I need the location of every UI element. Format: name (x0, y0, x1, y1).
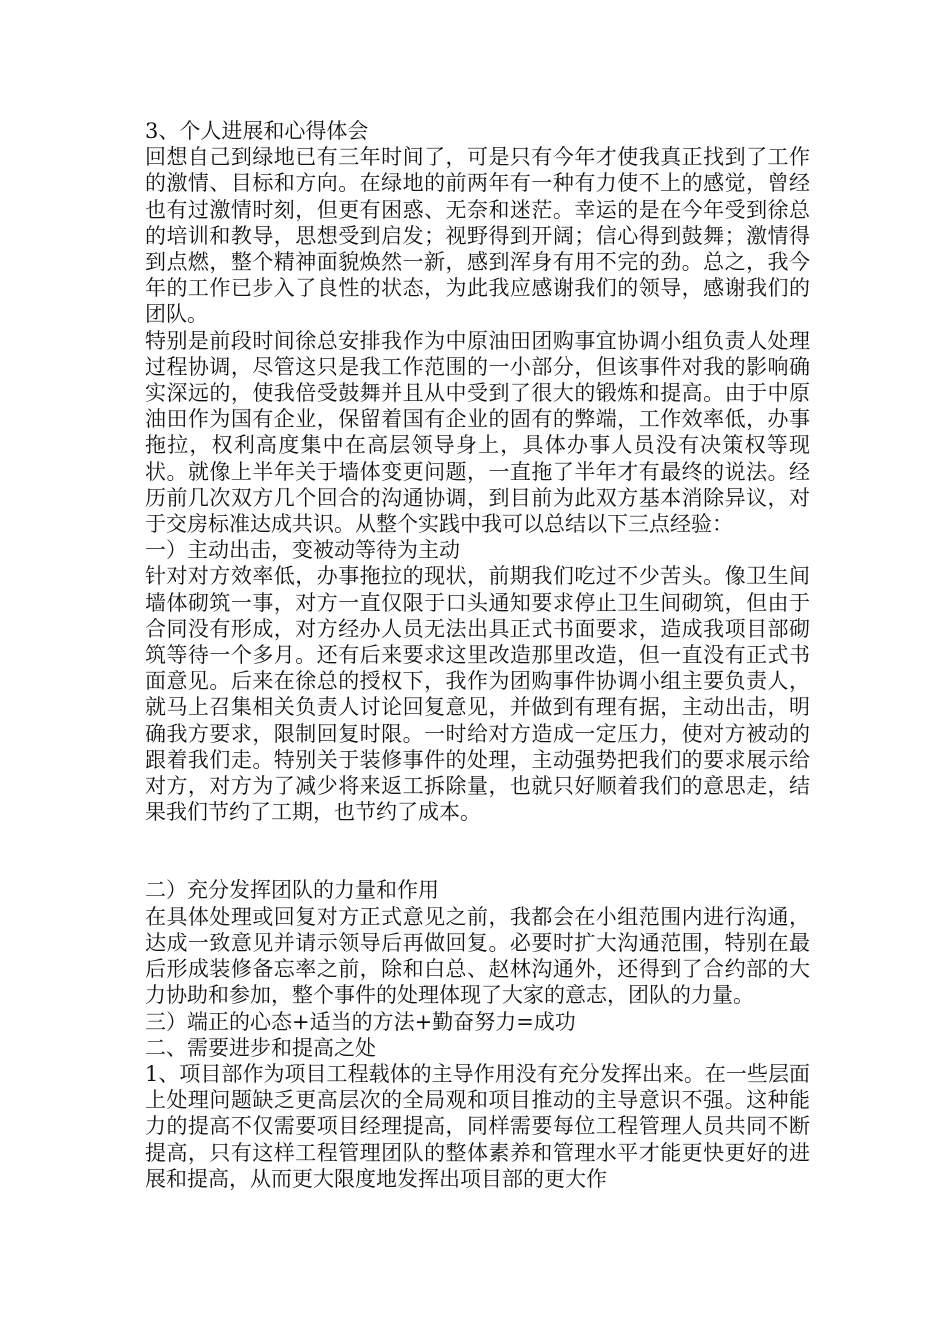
paragraph-reflection: 回想自己到绿地已有三年时间了，可是只有今年才使我真正找到了工作的激情、目标和方向。在绿地的前两年有一种有力使不上的感觉，曾经也有过激情时刻，但更有困惑、无奈和迷茫。幸运的是在今年受到徐总的培训和教导，思想受到启发；视野得到开阔；信心得到鼓舞；激情得到点燃，整个精神面貌焕然一新，感到浑身有用不完的劲。总之，我今年的工作已步入了良性的状态，为此我应感谢我们的领导，感谢我们的团队。 (145, 145, 810, 327)
subheading-success-formula: 三）端正的心态+适当的方法+勤奋努力=成功 (145, 1009, 576, 1034)
paragraph-proactive: 针对对方效率低，办事拖拉的现状，前期我们吃过不少苦头。像卫生间墙体砌筑一事，对方一直仅限于口头通知要求停止卫生间砌筑，但由于合同没有形成，对方经办人员无法出具正式书面要求，造成我项目部砌筑等待一个多月。还有后来要求这里改造那里改造，但一直没有正式书面意见。后来在徐总的授权下，我作为团购事件协调小组主要负责人，就马上召集相关负责人讨论回复意见，并做到有理有据，主动出击，明确我方要求，限制回复时限。一时给对方造成一定压力，使对方被动的跟着我们走。特别关于装修事件的处理，主动强势把我们的要求展示给对方，对方为了减少将来返工拆除量，也就只好顺着我们的意思走，结果我们节约了工期，也节约了成本。 (145, 564, 810, 825)
paragraph-gap (145, 825, 810, 877)
section-heading-personal-progress: 3、个人进展和心得体会 (145, 119, 369, 143)
paragraph-improvement-1: 1、项目部作为项目工程载体的主导作用没有充分发挥出来。在一些层面上处理问题缺乏更高层次的全局观和项目推动的主导意识不强。这种能力的提高不仅需要项目经理提高，同样需要每位工程管理人员共同不断提高，只有这样工程管理团队的整体素养和管理水平才能更快更好的进展和提高，从而更大限度地发挥出项目部的更大作 (145, 1061, 810, 1191)
paragraph-coordination: 特别是前段时间徐总安排我作为中原油田团购事宜协调小组负责人处理过程协调，尽管这只是我工作范围的一小部分，但该事件对我的影响确实深远的，使我倍受鼓舞并且从中受到了很大的锻炼和提高。由于中原油田作为国有企业，保留着国有企业的固有的弊端，工作效率低，办事拖拉，权利高度集中在高层领导身上，具体办事人员没有决策权等现状。就像上半年关于墙体变更问题，一直拖了半年才有最终的说法。经历前几次双方几个回合的沟通协调，到目前为此双方基本消除异议，对于交房标准达成共识。从整个实践中我可以总结以下三点经验： (145, 328, 810, 537)
document-body (145, 118, 810, 1192)
subheading-proactive: 一）主动出击，变被动等待为主动 (145, 538, 460, 563)
section-heading-improvement: 二、需要进步和提高之处 (145, 1035, 376, 1060)
subheading-teamwork: 二）充分发挥团队的力量和作用 (145, 878, 439, 903)
paragraph-teamwork: 在具体处理或回复对方正式意见之前，我都会在小组范围内进行沟通，达成一致意见并请示领导后再做回复。必要时扩大沟通范围，特别在最后形成装修备忘率之前，除和白总、赵林沟通外，还得到了合约部的大力协助和参加，整个事件的处理体现了大家的意志，团队的力量。 (145, 904, 810, 1008)
